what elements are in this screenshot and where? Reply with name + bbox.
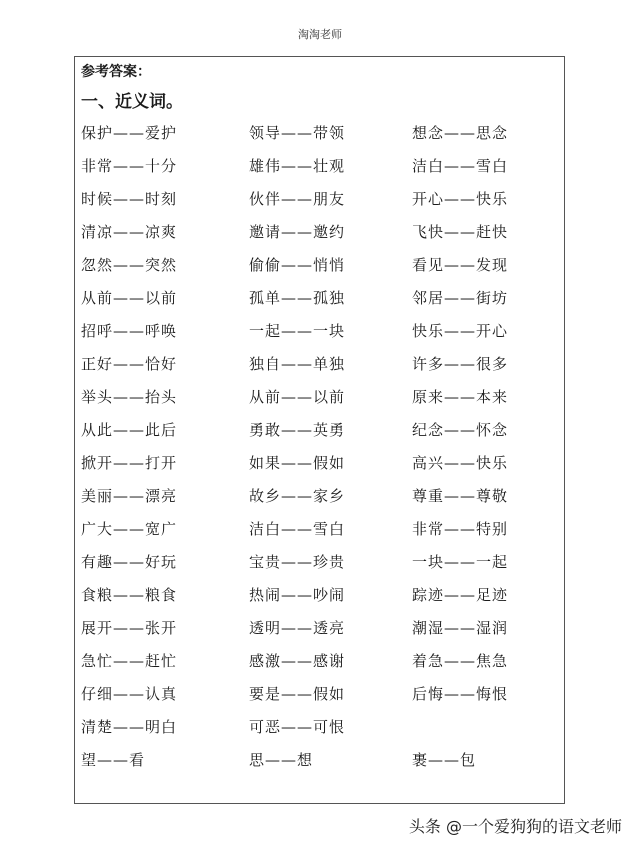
synonym-pair: 可恶——可恨 bbox=[249, 718, 346, 736]
watermark: 头条 @一个爱狗狗的语文老师 bbox=[408, 817, 622, 836]
synonym-pair: 清楚——明白 bbox=[81, 718, 178, 736]
synonym-pair: 非常——特别 bbox=[412, 520, 509, 538]
synonym-pair: 后悔——悔恨 bbox=[412, 685, 509, 703]
page-header: 淘淘老师 bbox=[298, 28, 342, 41]
synonym-pair: 广大——宽广 bbox=[81, 520, 178, 538]
synonym-pair: 透明——透亮 bbox=[249, 619, 346, 637]
synonym-pair: 宝贵——珍贵 bbox=[249, 553, 346, 571]
synonym-pair: 踪迹——足迹 bbox=[412, 586, 509, 604]
synonym-pair: 要是——假如 bbox=[249, 685, 346, 703]
synonym-pair: 邻居——街坊 bbox=[412, 289, 509, 307]
synonym-pair: 洁白——雪白 bbox=[249, 520, 346, 538]
synonym-pair: 雄伟——壮观 bbox=[249, 157, 346, 175]
synonym-pair: 从前——以前 bbox=[249, 388, 346, 406]
synonym-pair: 招呼——呼唤 bbox=[81, 322, 178, 340]
synonym-pair: 快乐——开心 bbox=[412, 322, 509, 340]
synonym-pair: 故乡——家乡 bbox=[249, 487, 346, 505]
synonym-pair: 时候——时刻 bbox=[81, 190, 178, 208]
word-column-1 bbox=[81, 119, 231, 779]
synonym-pair: 洁白——雪白 bbox=[412, 157, 509, 175]
synonym-pair: 孤单——孤独 bbox=[249, 289, 346, 307]
synonym-pair: 邀请——邀约 bbox=[249, 223, 346, 241]
answer-label: 参考答案： bbox=[81, 64, 151, 80]
synonym-pair: 从前——以前 bbox=[81, 289, 178, 307]
synonym-pair: 忽然——突然 bbox=[81, 256, 178, 274]
synonym-pair: 一块——一起 bbox=[412, 553, 509, 571]
synonym-pair: 仔细——认真 bbox=[81, 685, 178, 703]
synonym-pair: 裹——包 bbox=[412, 751, 477, 769]
synonym-pair: 保护——爱护 bbox=[81, 124, 178, 142]
synonym-pair: 尊重——尊敬 bbox=[412, 487, 509, 505]
synonym-pair: 急忙——赶忙 bbox=[81, 652, 178, 670]
synonym-pair: 看见——发现 bbox=[412, 256, 509, 274]
synonym-pair: 偷偷——悄悄 bbox=[249, 256, 346, 274]
synonym-pair: 领导——带领 bbox=[249, 124, 346, 142]
synonym-pair: 纪念——怀念 bbox=[412, 421, 509, 439]
synonym-pair: 许多——很多 bbox=[412, 355, 509, 373]
synonym-pair: 一起——一块 bbox=[249, 322, 346, 340]
synonym-pair: 望——看 bbox=[81, 751, 146, 769]
synonym-pair: 原来——本来 bbox=[412, 388, 509, 406]
answer-box bbox=[74, 56, 565, 804]
synonym-pair: 展开——张开 bbox=[81, 619, 178, 637]
synonym-pair bbox=[412, 713, 562, 746]
synonym-pair: 有趣——好玩 bbox=[81, 553, 178, 571]
synonym-pair: 感激——感谢 bbox=[249, 652, 346, 670]
synonym-pair: 开心——快乐 bbox=[412, 190, 509, 208]
synonym-pair: 美丽——漂亮 bbox=[81, 487, 178, 505]
word-column-2 bbox=[249, 119, 399, 779]
synonym-pair: 如果——假如 bbox=[249, 454, 346, 472]
word-column-3 bbox=[412, 119, 562, 779]
synonym-pair: 热闹——吵闹 bbox=[249, 586, 346, 604]
synonym-pair: 非常——十分 bbox=[81, 157, 178, 175]
synonym-pair: 潮湿——湿润 bbox=[412, 619, 509, 637]
synonym-pair: 伙伴——朋友 bbox=[249, 190, 346, 208]
synonym-pair: 举头——抬头 bbox=[81, 388, 178, 406]
synonym-pair: 思——想 bbox=[249, 751, 314, 769]
synonym-pair: 独自——单独 bbox=[249, 355, 346, 373]
section-title: 一、近义词。 bbox=[81, 92, 183, 112]
synonym-pair: 正好——恰好 bbox=[81, 355, 178, 373]
synonym-pair: 食粮——粮食 bbox=[81, 586, 178, 604]
synonym-pair: 高兴——快乐 bbox=[412, 454, 509, 472]
synonym-pair: 从此——此后 bbox=[81, 421, 178, 439]
synonym-pair: 勇敢——英勇 bbox=[249, 421, 346, 439]
synonym-pair: 着急——焦急 bbox=[412, 652, 509, 670]
synonym-pair: 清凉——凉爽 bbox=[81, 223, 178, 241]
synonym-pair: 想念——思念 bbox=[412, 124, 509, 142]
synonym-pair: 飞快——赶快 bbox=[412, 223, 509, 241]
synonym-pair: 掀开——打开 bbox=[81, 454, 178, 472]
